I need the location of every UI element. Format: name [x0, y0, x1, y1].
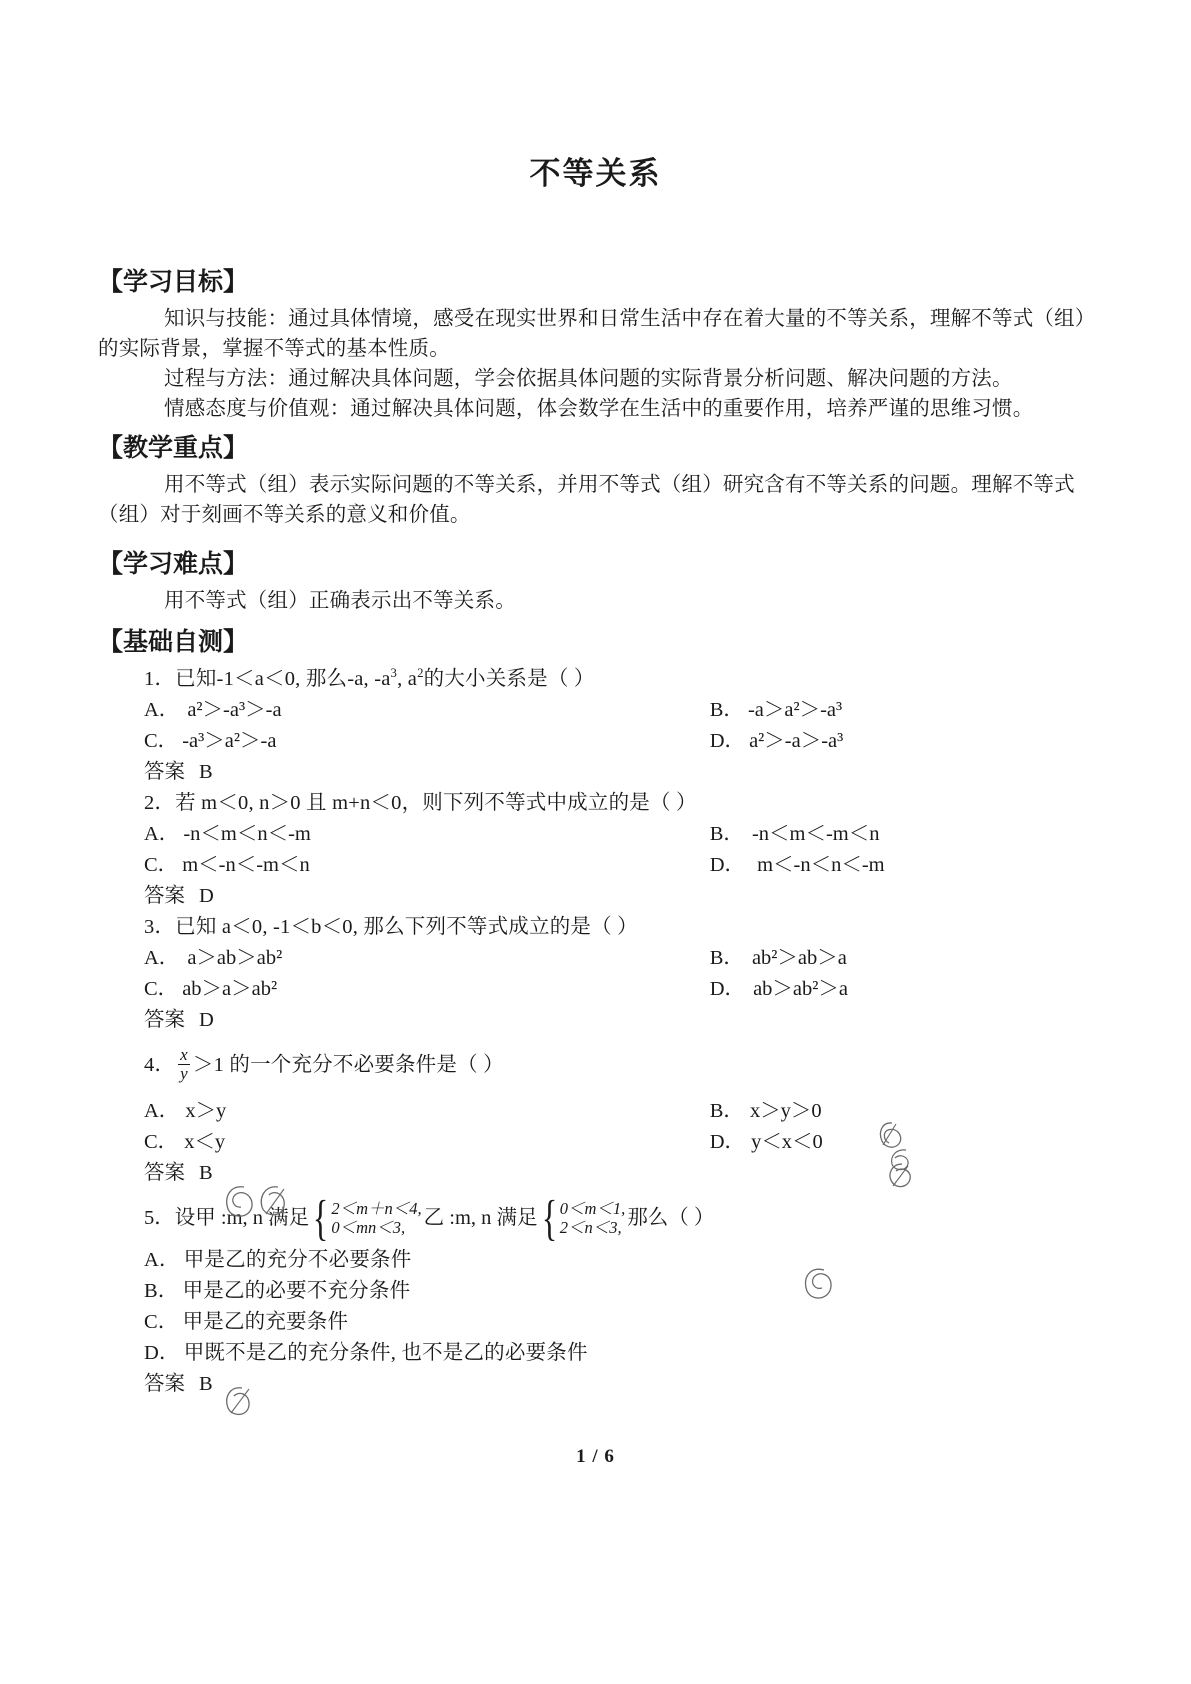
option-key: A． [144, 947, 180, 969]
inequality-row: 0＜mn＜3, [331, 1218, 406, 1237]
option-b[interactable] [710, 1096, 1093, 1127]
question-text: 已知-1＜a＜0, 那么-a, -a [175, 668, 391, 690]
question-text: 已知 a＜0, -1＜b＜0, 那么下列不等式成立的是（ ） [175, 916, 638, 938]
answer-value: B [199, 1373, 213, 1395]
option-d[interactable] [710, 974, 1093, 1005]
option-key: C． [144, 1311, 179, 1333]
answer-value: B [199, 1162, 213, 1184]
option-text: ab²＞ab＞a [751, 947, 847, 969]
option-b[interactable] [710, 943, 1093, 974]
option-key: B． [709, 699, 744, 721]
inequality-row: 0＜m＜1, [559, 1199, 626, 1218]
option-text: -a³＞a²＞-a [182, 730, 277, 752]
option-d[interactable] [710, 1127, 1093, 1158]
option-text: a＞ab＞ab² [187, 947, 283, 969]
answer-line [98, 1369, 1093, 1400]
option-key: C． [144, 978, 179, 1000]
option-text: m＜-n＜n＜-m [757, 854, 885, 876]
option-d[interactable] [98, 1338, 1093, 1369]
question-text: , a [397, 668, 418, 690]
option-text: 甲是乙的充要条件 [182, 1311, 349, 1333]
inequality-row: 2＜m＋n＜4, [331, 1199, 422, 1218]
option-key: D． [709, 978, 746, 1000]
option-a[interactable] [98, 1245, 1093, 1276]
exponent: 3 [390, 666, 398, 681]
option-key: B． [709, 823, 744, 845]
question-stem [98, 1189, 1093, 1246]
question-text: 设甲 :m, n 满足 [174, 1206, 310, 1229]
option-key: C． [144, 1131, 179, 1153]
objectives-paragraphs [98, 304, 1093, 424]
option-row [98, 726, 1093, 757]
question-stem [98, 1044, 1093, 1086]
option-a[interactable] [144, 819, 710, 850]
question-number: 4． [144, 1054, 176, 1076]
option-key: A． [144, 823, 180, 845]
question-stem [98, 788, 1093, 819]
answer-line [98, 1005, 1093, 1036]
option-key: A． [144, 1249, 180, 1271]
option-key: D． [709, 1131, 746, 1153]
section-heading-self-test: 【基础自测】 [98, 629, 249, 656]
difficulties-paragraphs [98, 586, 1093, 616]
option-c[interactable] [144, 974, 710, 1005]
option-c[interactable] [144, 850, 710, 881]
key-points-paragraph: 用不等式（组）表示实际问题的不等关系，并用不等式（组）研究含有不等关系的问题。理解不等式（组）对于刻画不等关系的意义和价值。 [98, 474, 1075, 526]
fraction-x-over-y [178, 1046, 190, 1082]
option-text: m＜-n＜-m＜n [182, 854, 310, 876]
option-key: C． [144, 854, 179, 876]
document-body [98, 262, 1093, 1400]
option-text: y＜x＜0 [751, 1131, 823, 1153]
option-key: A． [144, 699, 180, 721]
fraction-numerator: x [180, 1045, 188, 1065]
option-text: -n＜m＜n＜-m [183, 823, 311, 845]
option-text: -n＜m＜-m＜n [751, 823, 880, 845]
answer-label: 答案 [144, 885, 185, 907]
option-text: -a＞a²＞-a³ [747, 699, 843, 721]
key-points-paragraphs [98, 470, 1093, 530]
question-text: 乙 :m, n 满足 [423, 1206, 538, 1229]
fraction-denominator: y [180, 1063, 188, 1083]
objective-paragraph: 情感态度与价值观：通过解决具体问题，体会数学在生活中的重要作用，培养严谨的思维习惯。 [164, 398, 1034, 420]
option-c[interactable] [144, 1127, 710, 1158]
option-text: ab＞ab²＞a [753, 978, 849, 1000]
section-heading-difficulties: 【学习难点】 [98, 551, 249, 578]
objective-paragraph: 过程与方法：通过解决具体问题，学会依据具体问题的实际背景分析问题、解决问题的方法。 [164, 368, 1013, 390]
difficulties-paragraph: 用不等式（组）正确表示出不等关系。 [164, 590, 516, 612]
question-number: 3． [144, 916, 176, 938]
option-key: B． [144, 1280, 179, 1302]
option-key: C． [144, 730, 179, 752]
option-text: x＞y [185, 1100, 227, 1122]
inequality-row: 2＜n＜3, [559, 1218, 622, 1237]
exponent: 2 [417, 666, 424, 681]
option-a[interactable] [144, 695, 710, 726]
option-d[interactable] [710, 726, 1093, 757]
option-key: D． [709, 730, 746, 752]
answer-line [98, 1158, 1093, 1189]
option-key: A． [144, 1100, 180, 1122]
answer-label: 答案 [144, 1162, 185, 1184]
left-brace-icon: { [313, 1189, 329, 1246]
option-b[interactable] [710, 819, 1093, 850]
option-text: 甲既不是乙的充分条件, 也不是乙的必要条件 [183, 1342, 588, 1364]
option-text: 甲是乙的必要不充分条件 [182, 1280, 411, 1302]
question-number: 2． [144, 792, 176, 814]
option-key: D． [709, 854, 746, 876]
option-row [98, 695, 1093, 726]
option-key: D． [144, 1342, 180, 1364]
option-row [98, 850, 1093, 881]
question-number: 5． [144, 1206, 175, 1229]
page-footer: 1 / 6 [576, 1446, 615, 1467]
option-a[interactable] [144, 943, 710, 974]
question-text: 那么（ ） [627, 1206, 715, 1229]
question-text: 的大小关系是（ ） [423, 668, 595, 690]
option-row [98, 943, 1093, 974]
question-number: 1． [144, 668, 176, 690]
option-text: x＞y＞0 [749, 1100, 822, 1122]
option-a[interactable] [144, 1096, 710, 1127]
question-text: ＞1 的一个充分不必要条件是（ ） [192, 1054, 504, 1076]
page-title: 不等关系 [529, 156, 662, 191]
answer-label: 答案 [144, 1373, 185, 1395]
option-row [98, 974, 1093, 1005]
question-text: 若 m＜0, n＞0 且 m+n＜0，则下列不等式中成立的是（ ） [175, 792, 697, 814]
answer-line [98, 757, 1093, 788]
objective-paragraph: 知识与技能：通过具体情境，感受在现实世界和日常生活中存在着大量的不等关系，理解不等式（组）的实际背景，掌握不等式的基本性质。 [98, 308, 1086, 360]
option-key: B． [709, 947, 744, 969]
question-list [98, 664, 1093, 1400]
answer-value: B [199, 761, 213, 783]
question-stem [98, 664, 1093, 695]
section-heading-objectives: 【学习目标】 [98, 269, 249, 296]
option-text: x＜y [184, 1131, 226, 1153]
system-of-inequalities-yi [540, 1189, 626, 1246]
answer-value: D [199, 1009, 214, 1031]
option-b[interactable] [98, 1276, 1093, 1307]
option-text: a²＞-a＞-a³ [749, 730, 844, 752]
option-row [98, 819, 1093, 850]
left-brace-icon: { [541, 1189, 557, 1246]
option-text: ab＞a＞ab² [182, 978, 278, 1000]
section-heading-key-points: 【教学重点】 [98, 435, 249, 462]
answer-label: 答案 [144, 1009, 185, 1031]
answer-line [98, 881, 1093, 912]
option-row [98, 1127, 1093, 1158]
option-b[interactable] [710, 695, 1093, 726]
system-of-inequalities-jia [311, 1189, 422, 1246]
question-stem [98, 912, 1093, 943]
answer-label: 答案 [144, 761, 185, 783]
option-key: B． [709, 1100, 744, 1122]
option-text: a²＞-a³＞-a [187, 699, 282, 721]
option-text: 甲是乙的充分不必要条件 [183, 1249, 412, 1271]
option-c[interactable] [98, 1307, 1093, 1338]
option-d[interactable] [710, 850, 1093, 881]
option-c[interactable] [144, 726, 710, 757]
answer-value: D [199, 885, 214, 907]
option-row [98, 1096, 1093, 1127]
